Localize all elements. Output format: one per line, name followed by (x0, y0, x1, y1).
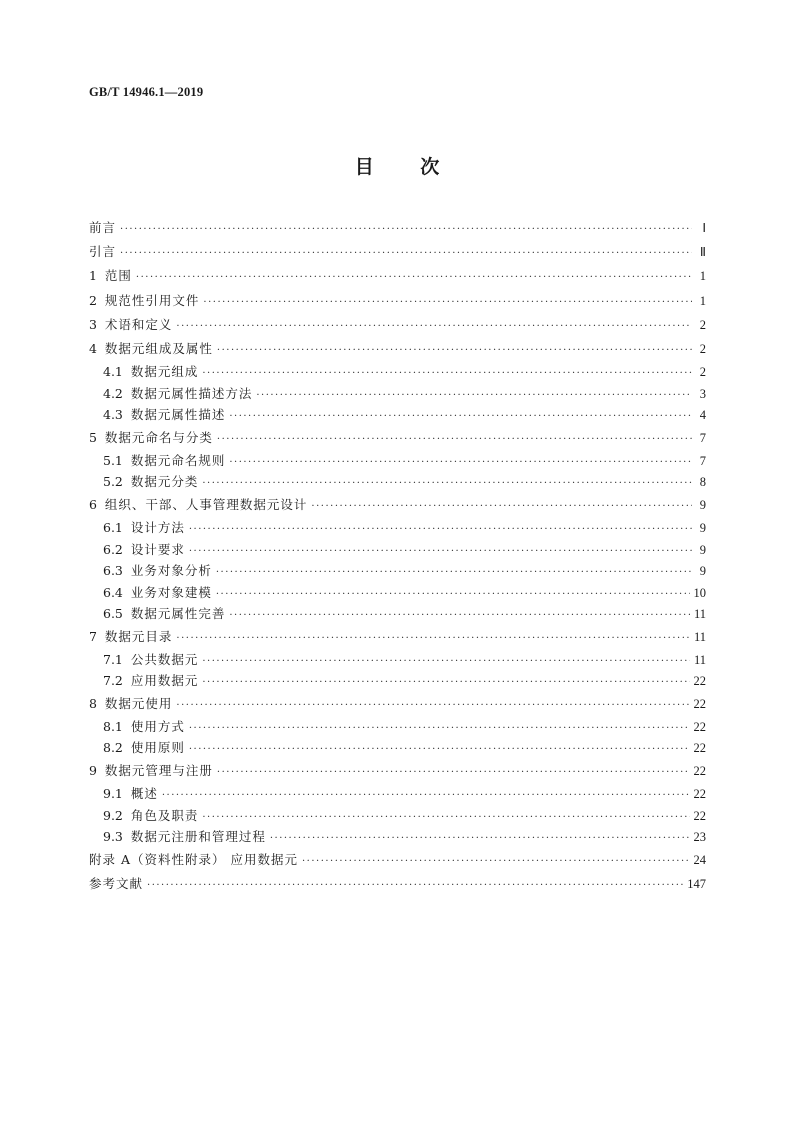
toc-entry-number: 5 (89, 429, 105, 445)
dot-leader (217, 428, 692, 452)
toc-entry-page: 9 (699, 542, 706, 557)
toc-entry-page: Ⅱ (699, 245, 706, 260)
toc-entry-number: 8 (89, 695, 105, 711)
dot-leader (202, 807, 689, 829)
toc-entry-label: 数据元管理与注册 (104, 762, 213, 778)
toc-entry[interactable] (89, 337, 706, 361)
toc-entry-label: 数据元分类 (130, 474, 199, 490)
toc-entry-label: 设计要求 (130, 541, 185, 557)
toc-entry-number: 9.2 (103, 807, 131, 823)
toc-entry-page: 22 (693, 741, 706, 756)
dot-leader (216, 584, 690, 606)
dot-leader (189, 519, 692, 541)
toc-entry[interactable] (89, 361, 706, 383)
toc-entry[interactable] (89, 603, 706, 625)
toc-entry-page: 7 (699, 430, 706, 445)
toc-entry-page: 23 (693, 830, 706, 845)
toc-entry-page: 1 (699, 269, 706, 284)
toc-entry-label: 角色及职责 (130, 807, 199, 823)
toc-entry-page: 2 (699, 341, 706, 356)
toc-entry-number: 7.1 (103, 651, 131, 667)
toc-entry-label: 数据元属性描述 (130, 407, 226, 423)
toc-entry-page: 2 (699, 365, 706, 380)
toc-entry-number: 6 (89, 496, 105, 512)
toc-entry-number: 1 (89, 268, 105, 284)
dot-leader (189, 541, 692, 563)
toc-entry-number: 4.1 (103, 364, 131, 380)
toc-entry-number: 6.2 (103, 541, 131, 557)
toc-entry-page: 4 (699, 408, 706, 423)
toc-entry-label: 数据元属性描述方法 (130, 385, 253, 401)
toc-entry-label: 数据元目录 (104, 628, 173, 644)
toc-entry-page: 8 (699, 475, 706, 490)
toc-entry-label: 数据元命名与分类 (104, 429, 213, 445)
toc-entry[interactable] (89, 240, 706, 264)
toc-entry-label: 数据元使用 (104, 695, 173, 711)
dot-leader (256, 385, 692, 407)
dot-leader (302, 850, 690, 874)
toc-entry[interactable] (89, 471, 706, 493)
toc-entry[interactable] (89, 670, 706, 692)
toc-entry-number: 3 (89, 316, 105, 332)
toc-entry-number: 6.1 (103, 520, 131, 535)
dot-leader (189, 718, 690, 740)
toc-entry-label: 术语和定义 (104, 316, 173, 332)
toc-entry-label: 使用方式 (130, 718, 185, 734)
dot-leader (217, 761, 690, 785)
toc-entry[interactable] (89, 264, 706, 288)
toc-entry-page: 3 (699, 386, 706, 401)
toc-entry-page: 9 (699, 564, 706, 578)
toc-entry-label: 数据元组成及属性 (104, 340, 213, 356)
toc-entry[interactable] (89, 872, 706, 896)
toc-entry-number: 4.3 (103, 407, 131, 423)
toc-entry-label: 使用原则 (130, 740, 185, 756)
toc-entry[interactable] (89, 426, 706, 450)
toc-entry-number: 9 (89, 762, 105, 778)
toc-entry-label: 应用数据元 (130, 673, 199, 689)
toc-entry[interactable] (89, 783, 706, 805)
toc-entry[interactable] (89, 560, 706, 582)
toc-entry-number: 6.5 (103, 606, 131, 621)
toc-entry[interactable] (89, 716, 706, 738)
toc-entry-number: 4.2 (103, 385, 131, 401)
toc-entry-number: 8.2 (103, 740, 131, 756)
toc-entry-page: 11 (693, 629, 706, 644)
toc-entry[interactable] (89, 404, 706, 426)
toc-entry-label: 组织、干部、人事管理数据元设计 (104, 496, 308, 512)
toc-entry-number: 6.4 (103, 584, 131, 600)
toc-entry-page: Ⅰ (702, 221, 706, 235)
table-of-contents (89, 216, 706, 896)
toc-entry-page: 11 (693, 652, 706, 667)
dot-leader (120, 218, 692, 242)
page-title: 目 次 (354, 156, 440, 178)
toc-entry-number: 8.1 (103, 718, 131, 734)
toc-entry-page: 10 (693, 585, 706, 600)
toc-entry[interactable] (89, 582, 706, 604)
toc-entry-label: 参考文献 (89, 875, 144, 891)
dot-leader (203, 291, 692, 315)
toc-entry-number: 5.2 (103, 474, 131, 490)
toc-entry-number: 7.2 (103, 673, 131, 689)
dot-leader (311, 495, 692, 519)
toc-entry-number: 5.1 (103, 452, 131, 468)
toc-entry-label: 数据元属性完善 (130, 606, 226, 621)
dot-leader (202, 672, 689, 694)
toc-entry-number: 7 (89, 628, 105, 644)
toc-entry[interactable] (89, 826, 706, 848)
toc-entry[interactable] (89, 289, 706, 313)
toc-entry-label: 规范性引用文件 (104, 292, 200, 308)
dot-leader (189, 739, 690, 761)
toc-entry-page: 22 (693, 719, 706, 734)
document-code: GB/T 14946.1—2019 (89, 85, 204, 99)
dot-leader (229, 605, 690, 627)
dot-leader (216, 562, 692, 584)
toc-entry-page: 7 (699, 453, 706, 468)
toc-entry-page: 22 (693, 674, 706, 689)
toc-entry-label: 概述 (130, 786, 158, 802)
toc-entry[interactable] (89, 493, 706, 517)
dot-leader (162, 785, 690, 807)
toc-entry-label: 公共数据元 (130, 651, 199, 667)
toc-entry-label: 数据元注册和管理过程 (130, 829, 266, 845)
toc-entry-number: 4 (89, 340, 105, 356)
toc-entry-page: 11 (693, 607, 706, 621)
toc-entry-label: 前言 (89, 220, 117, 235)
toc-entry-page: 24 (693, 852, 706, 867)
toc-entry[interactable] (89, 692, 706, 716)
toc-entry-page: 9 (699, 497, 706, 512)
toc-entry[interactable] (89, 759, 706, 783)
toc-entry[interactable] (89, 625, 706, 649)
dot-leader (229, 406, 692, 428)
toc-entry-label: 业务对象建模 (130, 584, 212, 600)
dot-leader (217, 339, 692, 363)
dot-leader (270, 828, 690, 850)
toc-entry-label: 数据元组成 (130, 364, 199, 380)
toc-entry[interactable] (89, 539, 706, 561)
toc-entry-page: 9 (699, 521, 706, 535)
toc-entry-page: 1 (699, 293, 706, 308)
toc-entry-page: 147 (687, 876, 706, 891)
toc-entry[interactable] (89, 805, 706, 827)
dot-leader (176, 694, 689, 718)
toc-entry[interactable] (89, 649, 706, 671)
toc-entry[interactable] (89, 848, 706, 872)
dot-leader (202, 651, 690, 673)
toc-entry-label: 业务对象分析 (130, 563, 212, 578)
dot-leader (136, 266, 692, 290)
toc-entry-label: 引言 (89, 244, 117, 260)
toc-entry-page: 22 (693, 763, 706, 778)
toc-entry[interactable] (89, 383, 706, 405)
dot-leader (229, 452, 692, 474)
dot-leader (176, 627, 690, 651)
dot-leader (202, 473, 692, 495)
toc-entry[interactable] (89, 450, 706, 472)
toc-entry-number: 2 (89, 292, 105, 308)
toc-entry-label: 范围 (104, 268, 132, 284)
toc-entry-page: 2 (699, 317, 706, 332)
toc-entry-label: 附录 A（资料性附录） 应用数据元 (89, 851, 298, 867)
toc-entry[interactable] (89, 216, 706, 240)
toc-entry-page: 22 (693, 787, 706, 802)
toc-entry-number: 9.1 (103, 786, 131, 802)
toc-entry-number: 9.3 (103, 829, 131, 845)
toc-entry-label: 设计方法 (130, 520, 185, 535)
toc-entry-number: 6.3 (103, 563, 131, 578)
toc-entry[interactable] (89, 517, 706, 539)
dot-leader (176, 315, 692, 339)
dot-leader (147, 874, 683, 898)
toc-entry[interactable] (89, 313, 706, 337)
toc-entry-label: 数据元命名规则 (130, 452, 226, 468)
dot-leader (202, 363, 692, 385)
dot-leader (120, 242, 692, 266)
toc-entry-page: 22 (693, 808, 706, 823)
toc-entry-page: 22 (693, 696, 706, 711)
toc-entry[interactable] (89, 737, 706, 759)
